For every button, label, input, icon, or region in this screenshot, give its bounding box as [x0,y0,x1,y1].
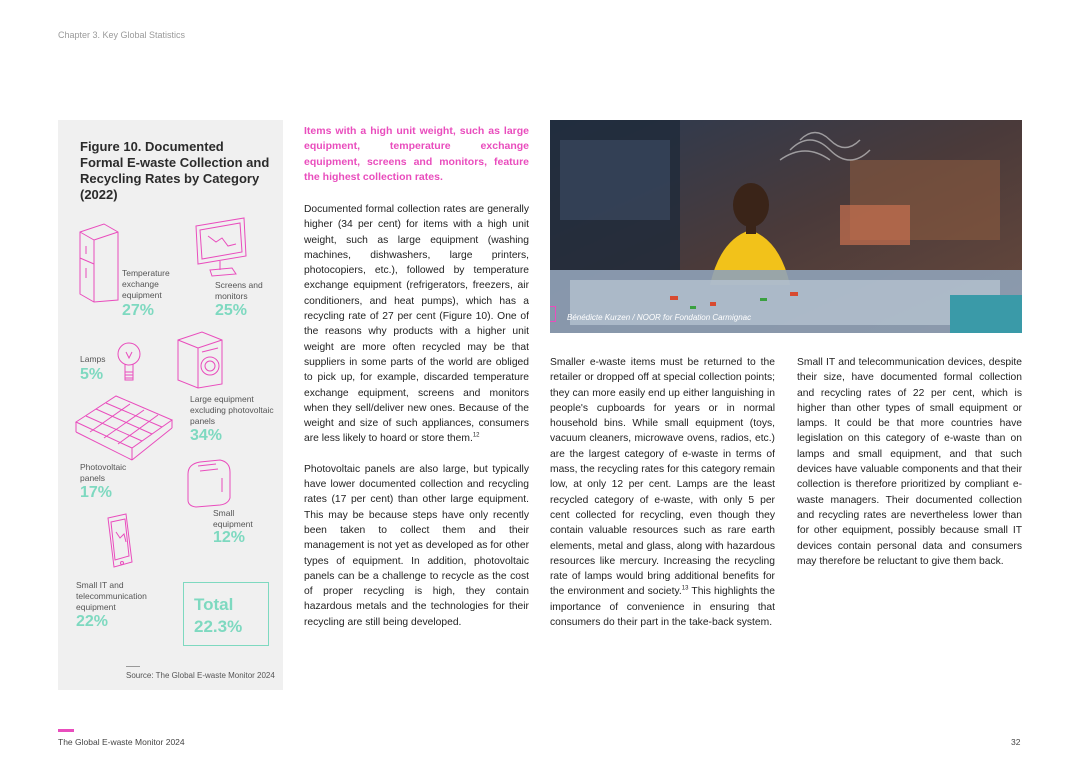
toaster-icon [182,458,234,508]
phone-icon [104,512,136,570]
column-1-paragraph-1 [304,202,529,447]
photo-scene [550,120,1022,333]
figure-panel [58,120,283,690]
category-value-temperature: 27% [122,302,155,319]
category-label-screens: Screens and monitors [215,280,263,301]
footnote-12[interactable]: 12 [472,433,480,440]
column-2-paragraph-1 [550,355,775,630]
column-1 [304,202,529,645]
footer-publication: The Global E-waste Monitor 2024 [58,737,185,747]
washing-machine-icon [174,328,226,390]
category-label-temperature: Temperature exchange equipment [122,268,170,300]
column-3 [797,355,1022,584]
category-value-large-equipment: 34% [190,427,223,444]
total-box [183,582,269,646]
figure-source: Source: The Global E-waste Monitor 2024 [126,671,275,680]
category-label-small-it: Small IT and telecommunication equipment [76,580,147,612]
category-value-photovoltaic: 17% [80,484,113,501]
column-3-paragraph-1: Small IT and telecommunication devices, despite their size, have documented formal collection and recycling rates of 22 per cent, which is higher than other types of small equipment or lamps. It could be that more countries have legislation on this category of e-waste than on lamps and small equipment, and that such devices have valuable components and that their collection is therefore prioritized by compliant e-waste managers. Their documented collection and recycling rates are nevertheless lower than for other equipment, possibly because small IT devices contain personal data and consumers may therefore be reluctant to give them back. [797,357,1022,567]
category-value-screens: 25% [215,302,248,319]
total-value: 22.3% [194,617,243,636]
category-value-small-it: 22% [76,613,109,630]
column-2-paragraph-1a: Smaller e-waste items must be returned to the retailer or dropped off at special collection points; they can more easily end up either languishing in people's cupboards for years or in normal household bins. While small equipment (toys, vacuum cleaners, microwave ovens, radios, etc.) are the largest category of e-waste in terms of mass, the recycling rates for this category remain low, at only 12 per cent. Lamps are the least recycled category of e-waste, with only 5 per cent collected for recycling, even though they contain valuable resources such as rare earth elements, metal and glass, along with hazardous resources like mercury. Increasing the recycling rate of lamps would bring additional benefits for the environment and society. [550,357,775,598]
column-2-paragraph-1b: This highlights the importance of convenience in ensuring that consumers do their part in the take-back system. [550,586,775,629]
figure-title: Figure 10. Documented Formal E-waste Collection and Recycling Rates by Category (2022) [80,139,270,202]
category-value-small-equipment: 12% [213,529,246,546]
highlight-text: Items with a high unit weight, such as large equipment, temperature exchange equipment, screens and monitors, feature the highest collection rates. [304,125,529,183]
fridge-icon [74,220,124,305]
category-label-large-equipment: Large equipment excluding photovoltaic panels [190,394,274,426]
solar-panel-icon [72,392,176,464]
column-2 [550,355,775,645]
total-label: Total [194,595,234,614]
caption-marker [550,306,556,322]
photo-caption: Bénédicte Kurzen / NOOR for Fondation Carmignac [567,313,752,322]
footnote-13[interactable]: 13 [681,586,689,593]
category-label-small-equipment: Small equipment [213,508,253,529]
category-label-lamps: Lamps [80,354,106,364]
category-label-photovoltaic: Photovoltaic panels [80,462,127,483]
column-1-paragraph-2: Photovoltaic panels are also large, but typically have lower documented collection and recycling rates (17 per cent) than other large equipment. This may be because steps have only recently been taken to collect them and their management is not yet as developed as for other types of equipment. In addition, photovoltaic panels can be a challenge to recycle as the cost of proper recycling is high, they contain hazardous metals and the technologies for their recycling are still being developed. [304,463,529,628]
category-value-lamps: 5% [80,366,104,383]
photo [550,120,1022,333]
monitor-icon [190,216,250,280]
page-number: 32 [1011,737,1021,747]
source-divider [126,666,140,667]
column-1-paragraph-1-text: Documented formal collection rates are generally higher (34 per cent) for items with a high unit weight, such as large equipment (washing machines, dishwashers, large printers, photocopiers, etc.), followed by temperature exchange equipment (refrigerators, freezers, air conditioners, and heat pumps), which has a recycling rate of 27 per cent (Figure 10). One of the reasons why products with a higher unit weight are more often recycled may be that suppliers in some parts of the world are obliged to pick up, for example, discarded temperature exchange equipment, screens and monitors when they sell/deliver new ones. Because of the weight and size of such appliances, consumers are less likely to hoard or store them. [304,204,529,445]
footer-accent [58,729,74,732]
chapter-header: Chapter 3. Key Global Statistics [58,30,186,40]
